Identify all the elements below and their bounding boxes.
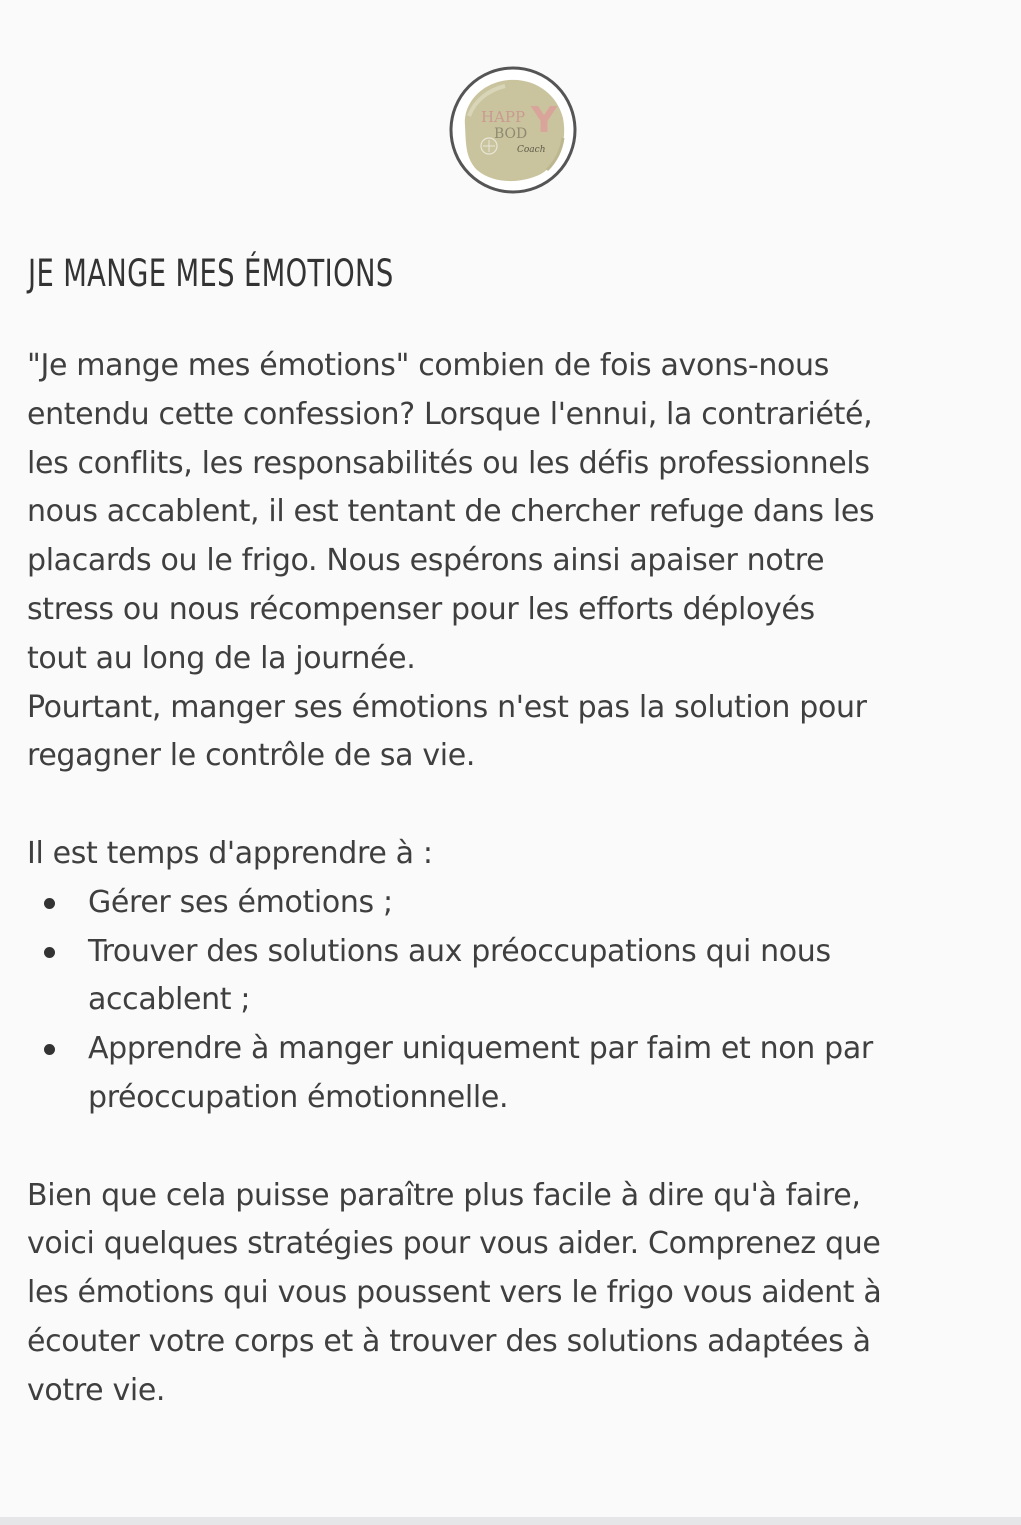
logo-script-word: Coach [517, 145, 546, 155]
logo-accent-letter: Y [531, 100, 558, 141]
list-item [27, 1025, 997, 1123]
tips-list [27, 879, 997, 1123]
article-title: JE MANGE MES ÉMOTIONS [28, 252, 394, 295]
intro-paragraph: "Je mange mes émotions" combien de fois avons-nous entendu cette confession? Lorsque l'ennui, la contrariété, les conflits, les responsabilités ou les défis professionnels nous accablent, il est tentant de chercher refuge dans les placards ou le frigo. Nous espérons ainsi apaiser notre stress ou nous récompenser pour les efforts déployés tout au long de la journée. [27, 348, 875, 676]
list-intro: Il est temps d'apprendre à : [27, 835, 433, 871]
bottom-divider [0, 1517, 1021, 1525]
logo-line2: BOD [494, 126, 528, 142]
intro-paragraph-2: Pourtant, manger ses émotions n'est pas la solution pour regagner le contrôle de sa vie. [27, 689, 867, 774]
closing-paragraph: Bien que cela puisse paraître plus facile à dire qu'à faire, voici quelques stratégies pour vous aider. Comprenez que les émotions qui vous poussent vers le frigo vous aident à écouter votre corps et à trouver des solutions adaptées à votre vie. [27, 1177, 882, 1408]
bullet-icon [44, 947, 55, 958]
logo-badge-icon [449, 66, 577, 194]
list-item-text: Apprendre à manger uniquement par faim et non par préoccupation émotionnelle. [88, 1031, 873, 1115]
logo-line1: HAPP [481, 108, 526, 126]
bullet-icon [44, 1044, 55, 1055]
list-item [27, 928, 997, 1026]
list-item-text: Trouver des solutions aux préoccupations qui nous accablent ; [88, 933, 831, 1018]
list-item-text: Gérer ses émotions ; [88, 884, 393, 920]
happy-body-coach-logo [449, 66, 577, 194]
bullet-icon [44, 898, 55, 909]
article-body [27, 342, 997, 1416]
list-item [27, 879, 997, 928]
